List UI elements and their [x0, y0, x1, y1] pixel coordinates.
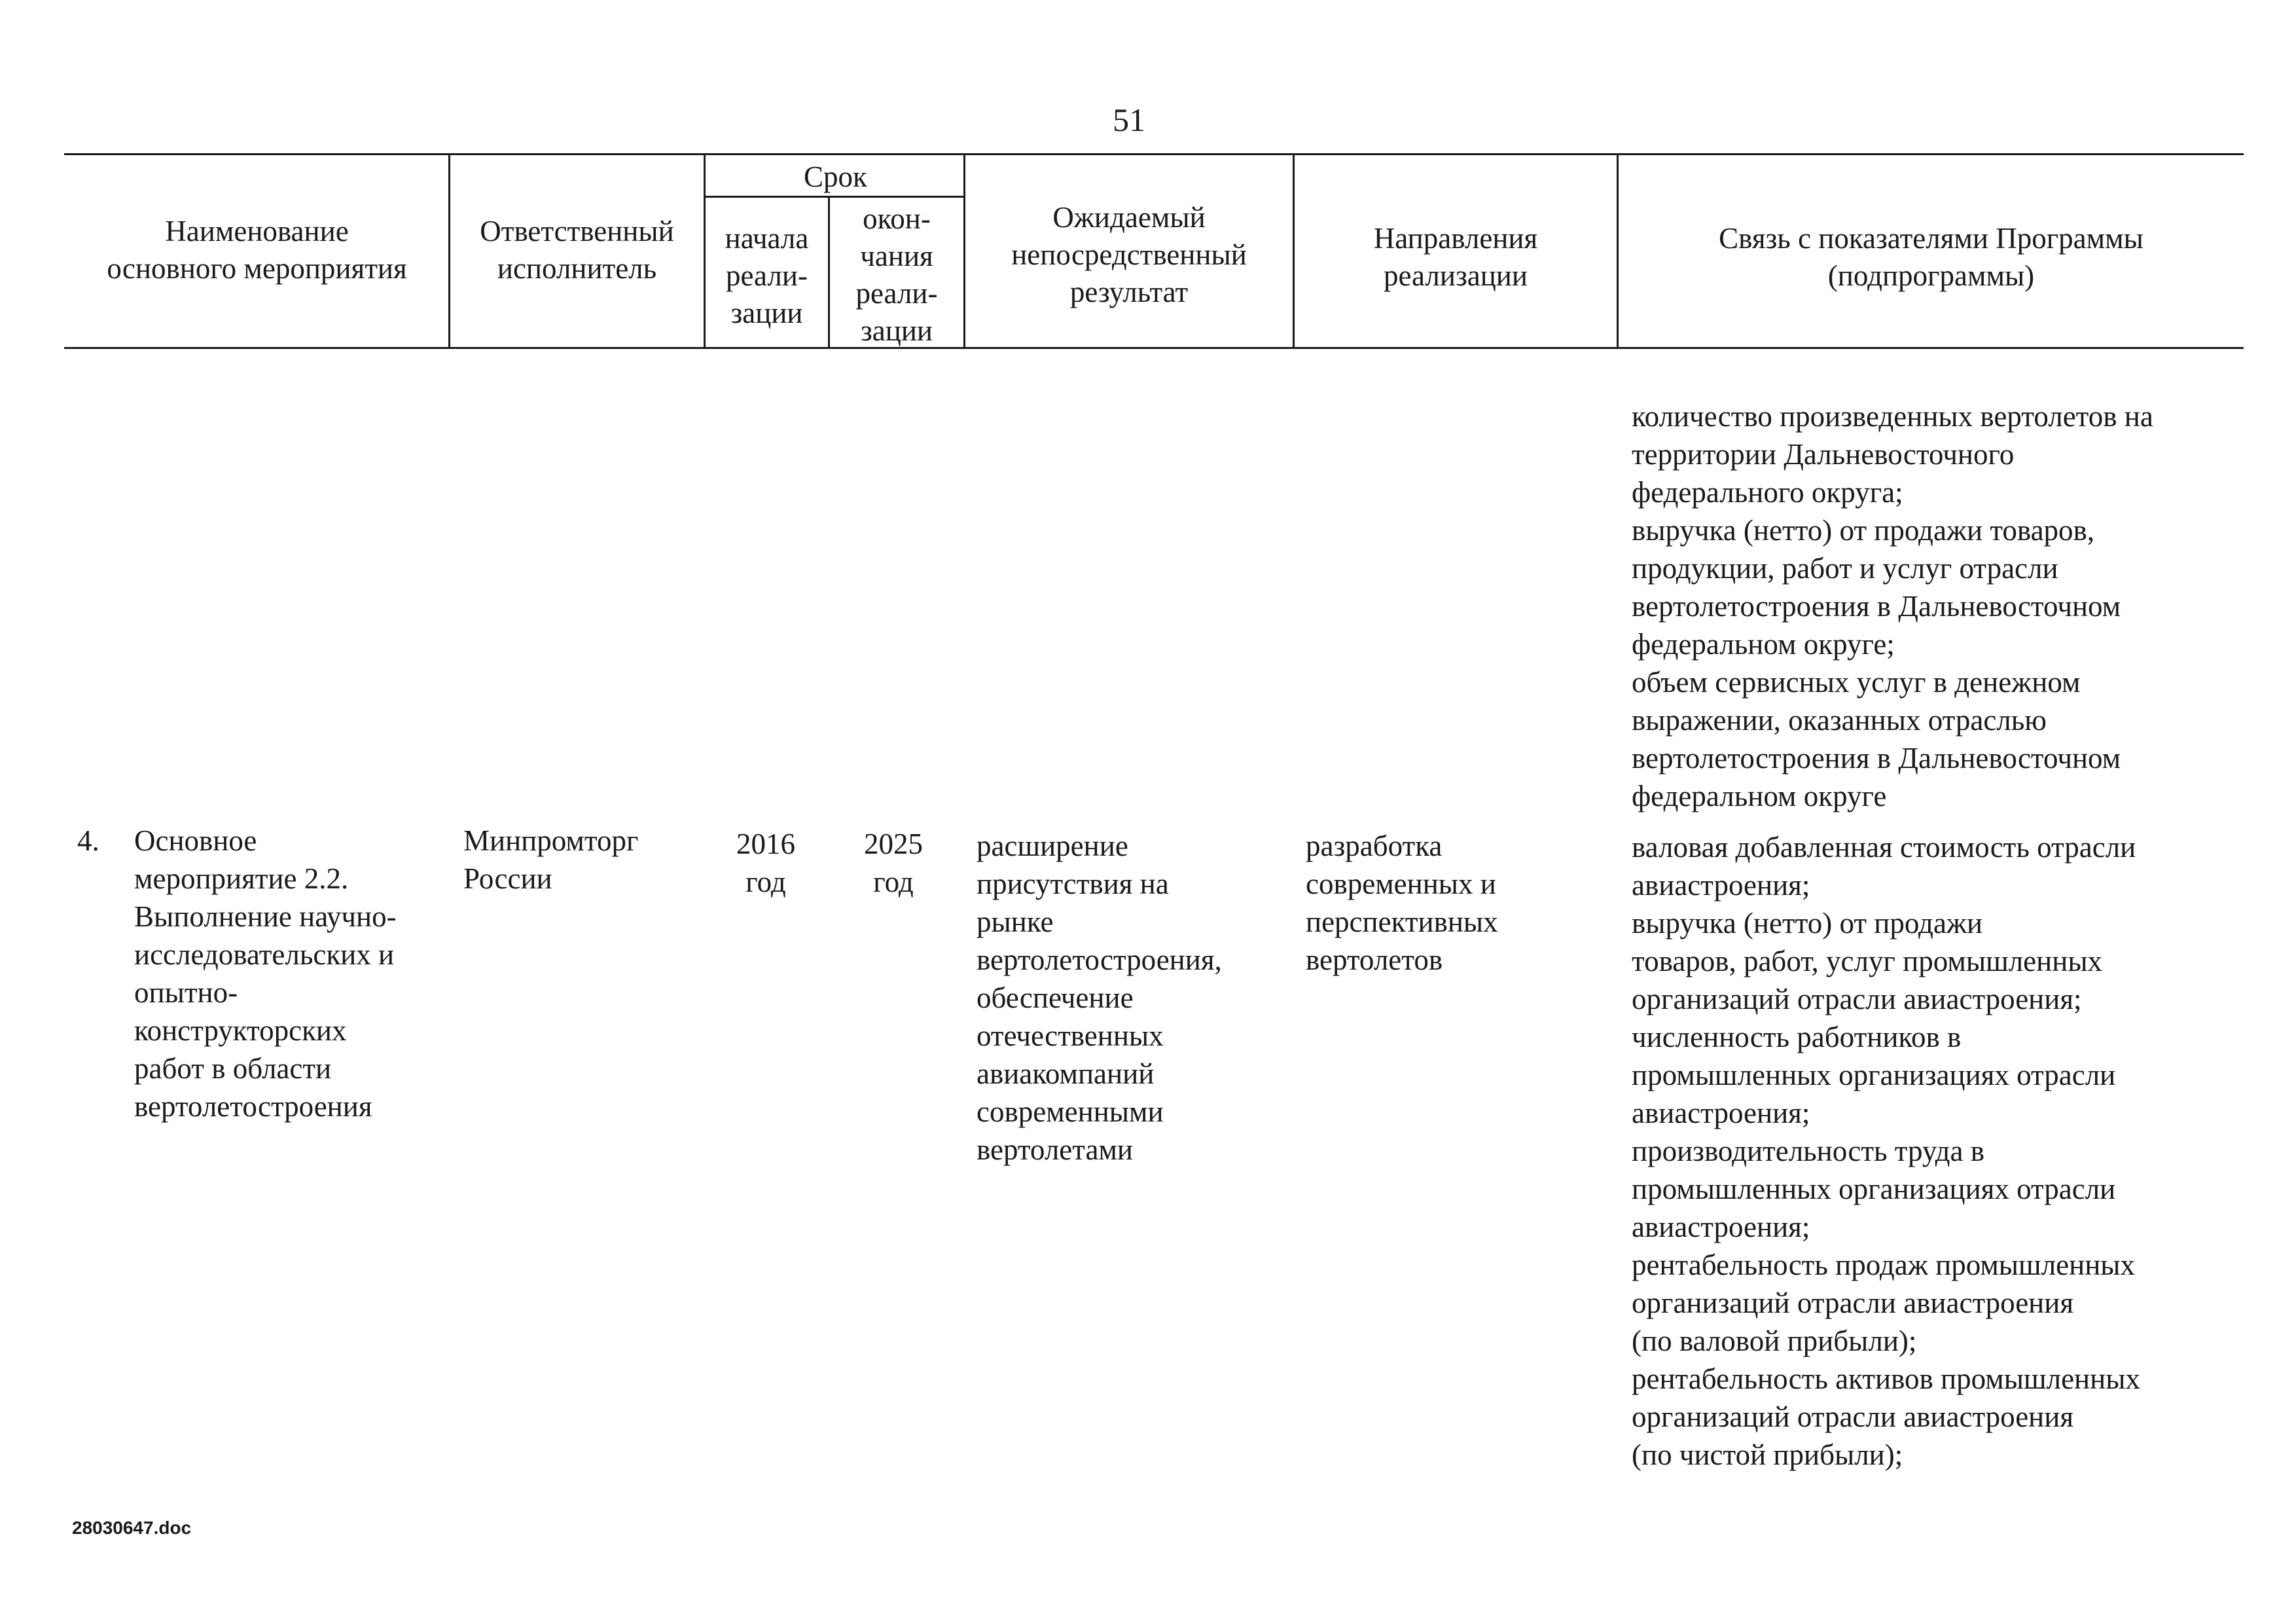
document-filename: 28030647.doc: [72, 1518, 192, 1538]
row-name: Основное мероприятие 2.2. Выполнение научно- исследовательских и опытно- конструкторских работ в области вертолетостроения: [134, 824, 397, 1123]
row-result: расширение присутствия на рынке вертолетостроения, обеспечение отечественных авиакомпаний современными вертолетами: [977, 830, 1222, 1166]
header-result: Ожидаемый непосредственный результат: [1011, 201, 1247, 308]
row-directions: разработка современных и перспективных вертолетов: [1306, 830, 1498, 976]
row-number: 4.: [77, 824, 99, 857]
row-indicators: валовая добавленная стоимость отрасли авиастроения; выручка (нетто) от продажи товаров, работ, услуг промышленных организаций отрасли авиастроения; численность работников в промышленных организациях отрасли авиастроения; производительность труда в промышленных организациях отрасли авиастроения; рентабельность продаж промышленных организаций отрасли авиастроения (по валовой прибыли); рентабельность активов промышленных организаций отрасли авиастроения (по чистой прибыли);: [1632, 831, 2140, 1471]
header-directions: Направления реализации: [1373, 222, 1538, 292]
row-end: 2025 год: [864, 828, 923, 898]
header-end: окон- чания реали- зации: [855, 202, 938, 347]
continuation-indicators: количество произведенных вертолетов на территории Дальневосточного федерального округа; выручка (нетто) от продажи товаров, продукции, работ и услуг отрасли вертолетостроения в Дальневосточном федеральном округе; объем сервисных услуг в денежном выражении, оказанных отраслью вертолетостроения в Дальневосточном федеральном округе: [1632, 400, 2153, 812]
row-executor: Минпромторг России: [463, 824, 639, 895]
header-link: Связь с показателями Программы (подпрограммы): [1719, 222, 2144, 292]
page-number: 51: [1113, 101, 1145, 138]
header-name: Наименование основного мероприятия: [107, 215, 407, 285]
header-start: начала реали- зации: [725, 222, 809, 329]
header-term: Срок: [804, 160, 867, 193]
row-start: 2016 год: [736, 828, 795, 898]
header-executor: Ответственный исполнитель: [480, 215, 674, 285]
